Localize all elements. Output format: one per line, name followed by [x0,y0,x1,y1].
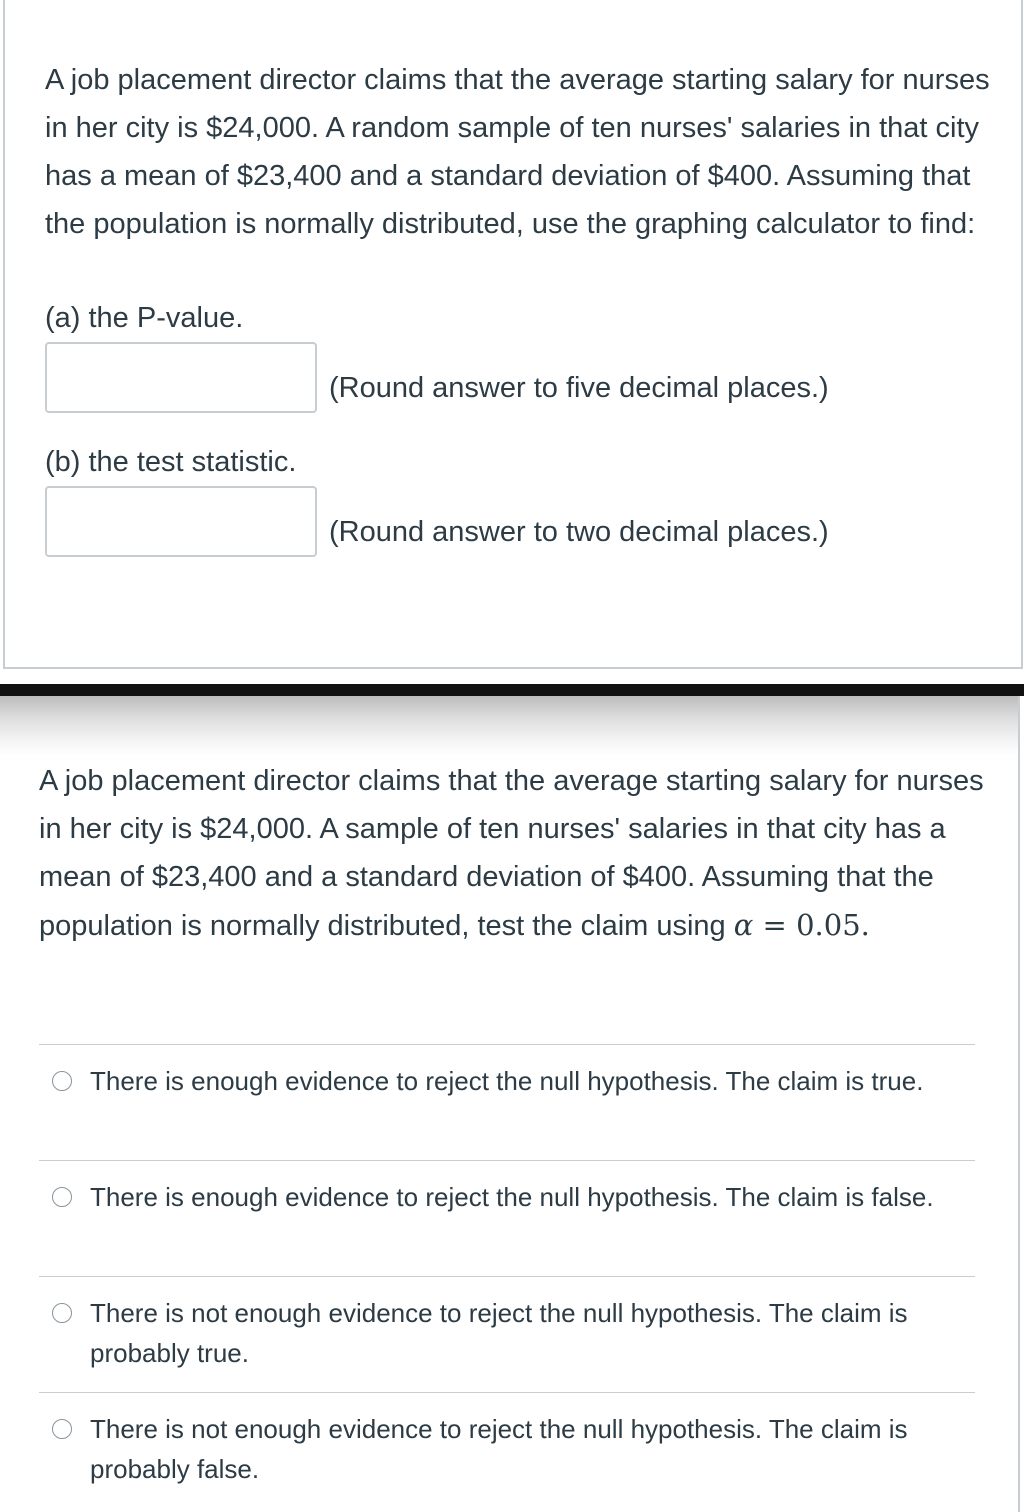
part-b-hint: (Round answer to two decimal places.) [329,516,829,548]
part-a-label: (a) the P-value. [45,302,244,334]
radio-button[interactable] [52,1303,72,1323]
option-label: There is enough evidence to reject the null hypothesis. The claim is false. [90,1182,934,1212]
test-statistic-input[interactable] [45,486,317,557]
option-label: There is not enough evidence to reject the null hypothesis. The claim is probably true. [90,1298,908,1368]
option-2[interactable] [39,1161,975,1275]
part-a-hint: (Round answer to five decimal places.) [329,372,829,404]
option-label: There is enough evidence to reject the null hypothesis. The claim is true. [90,1066,924,1096]
equals-sign: = [753,908,797,942]
question-2-text [39,757,999,950]
radio-button[interactable] [52,1187,72,1207]
p-value-input[interactable] [45,342,317,413]
radio-button[interactable] [52,1419,72,1439]
alpha-value: 0.05 [796,908,861,942]
option-4[interactable] [39,1393,975,1507]
option-3[interactable] [39,1277,975,1391]
screenshot-divider [0,684,1024,696]
alpha-symbol: α [733,908,754,942]
part-b-label: (b) the test statistic. [45,446,297,478]
option-label: There is not enough evidence to reject the null hypothesis. The claim is probably false. [90,1414,908,1484]
option-1[interactable] [39,1045,975,1159]
question-2-text-body: A job placement director claims that the average starting salary for nurses in her city is $24,000. A sample of ten nurses' salaries in that city has a mean of $23,400 and a standard deviation of $400. Assuming that the population is normally distributed, test the claim using [39,765,984,942]
panel-shadow [0,696,1020,756]
period: . [860,908,870,942]
question-panel-2-border [1018,696,1020,1512]
question-1-text: A job placement director claims that the average starting salary for nurses in her city is $24,000. A random sample of ten nurses' salaries in that city has a mean of $23,400 and a standard deviation of $400. Assuming that the population is normally distributed, use the graphing calculator to find: [45,64,990,240]
radio-button[interactable] [52,1071,72,1091]
